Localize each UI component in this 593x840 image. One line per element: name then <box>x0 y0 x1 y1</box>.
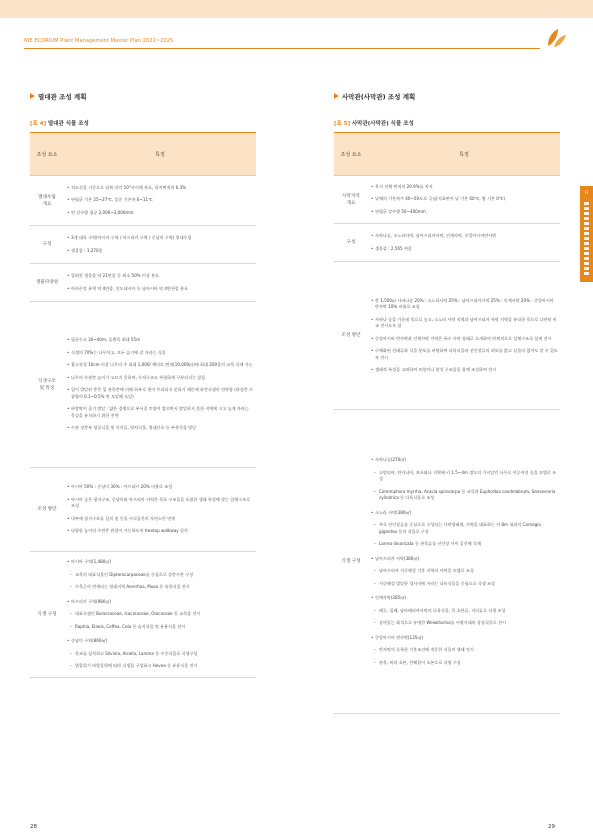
table-number: [표 5] <box>334 121 351 127</box>
bullet-item: • 구체화된 선태류와 식물 분포를 바탕하여 다육식물과 선인장류의 외모를 밝고 실물의 없어도 알 수 있도록 전시 <box>371 348 558 361</box>
table-number: [표 4] <box>30 121 47 127</box>
bullet-item: • 아시아 숲은 평지구조, 중남미와 아프리카 지역은 목포 구조물을 포함한 생태 특성에 맞는 입체구조로 조성 <box>67 497 254 510</box>
bullet-item: • 중앙아시아 반사막과 인계사막 지역은 특수 사막 형태로 소개하며 단계적으로 입체구조로 설계 전시 <box>371 336 558 343</box>
bullet-item: • 흉고직경 10cm 이상 나무의 수 최대 1,000/ 헥타르 면적(10,000㎡)에 최대 200종의 교목 식재 가능 <box>67 362 254 369</box>
bullet-item: • 생물종 : 2,565 여종 <box>371 246 558 253</box>
bullet-item: • 연평균 기온 25~27℃, 일준 기온차 6~11℃ <box>67 197 254 204</box>
bullet-item: • 3개 대륙 구역(아시아 구역 / 아프리카 구역 / 중남미 구역) 열대우림 <box>67 235 254 242</box>
bullet-item: • 총 1,500㎡ 사바나숲 20% : 소노라사막 25% : 남아프리카사막 25% : 인계사막 20% : 중앙아시아 반사막 10% 비율로 조성 <box>371 298 558 311</box>
table-header <box>334 133 560 176</box>
table-name: 사막관(사막관) 식물 조성 <box>351 121 414 127</box>
sub-item: – 살아있는 화석으로 유명한 Welwitschia를 이영지대의 상징식물로 전시 <box>371 620 558 627</box>
sub-item: – 페루, 칠레, 남아메리카사막의 다육식물, 콕 초본류, 지의류로 식생 조성 <box>371 608 558 615</box>
col-header-element: 조성 요소 <box>36 151 58 158</box>
bullet-item: • 아시아 구역(1,480㎡) <box>67 559 254 566</box>
bullet-item: • 사바나숲(270㎡) <box>371 457 558 464</box>
bullet-item: • 적도선을 기준으로 남북 각각 10°사이에 분포, 육지면적의 6.3% <box>67 185 254 192</box>
bullet-item: • 바람막이 줄기 발달 : 얇은 경쟁으로 부서질 토양이 얕으면서 발달하지 못한 지역에 크고 높게 자라는 목질을 유지하기 위한 전략 <box>67 406 254 419</box>
bullet-item: • 아마존강 유역 약 4만종, 인도네시아 등 남아시아 약 4만천종 분포 <box>67 286 254 293</box>
table-row <box>30 302 256 468</box>
row-label: 식생 구성 <box>341 559 361 564</box>
sub-item: – 멸종위기 바람물원에 따라 식생을 구성하고 Hevea 등 유용식물 전시 <box>67 663 254 670</box>
bullet-item: • 내부에 평지구조를 설치 및 동물 서식공간의 자연스런 연계 <box>67 516 254 523</box>
sub-item: – Raphia, Elaeis, Coffea, Cola 등 습지식물 및 유용식물 전시 <box>67 624 254 631</box>
table-header <box>30 133 256 176</box>
row-content <box>64 552 256 677</box>
sub-item: – Larrea divaricata 등 관목류를 선인장 사이 공간에 식재 <box>371 541 558 548</box>
chapter-tab <box>580 186 593 282</box>
bullet-item: • 알려진 생물종 약 21만종 중 최소 50% 이상 분포 <box>67 273 254 280</box>
table-row <box>30 264 256 302</box>
sub-item: – 관목, 버과 초본, 한해살이 초본으로 식생 구성 <box>371 660 558 667</box>
section-title: 열대관 조성 계획 <box>30 92 86 101</box>
row-content <box>368 224 560 261</box>
row-label: 열대우림 개요 <box>38 194 56 207</box>
table-row <box>30 176 256 226</box>
sub-item: – 남아프리카 지중해성 기후 지역의 사막을 모델로 조성 <box>371 568 558 575</box>
bullet-item: • 육지 전체 면적의 20.9%를 차지 <box>371 184 558 191</box>
sub-item: – 수목군의 연계되는 열대지역 Averrhoa, Musa 등 유용식물 전시 <box>67 584 254 591</box>
desert-table <box>334 132 560 714</box>
chapter-tab-text <box>584 202 589 276</box>
row-content <box>64 176 256 225</box>
row-content <box>64 226 256 263</box>
row-content <box>368 262 560 409</box>
bullet-item: • 사바나 숲을 가운데 목으로 놓고, 소노라 사막 지역과 남아프리카 사막 지역을 유리한 목으로 나란히 비교 전시도록 함 <box>371 317 558 330</box>
bullet-item: • 나무의 수관층 높이가 고르지 못하여, 수직구조도 뚜렷하게 구분되지는 않음 <box>67 375 254 382</box>
bullet-item: • 중앙아시아 반사막(135㎡) <box>371 635 558 642</box>
chapter-number: II <box>585 190 588 196</box>
table-row <box>30 552 256 678</box>
row-label: 생물다양성 <box>35 280 59 285</box>
sub-item: – 반사막의 독특한 기후조건에 적응한 식물의 생태 전시 <box>371 647 558 654</box>
table-caption <box>30 119 89 127</box>
row-label: 구성 <box>42 242 52 247</box>
table-row <box>334 410 560 714</box>
row-content <box>368 410 560 713</box>
table-row <box>334 224 560 262</box>
row-label: 식생구조 및 특징 <box>38 378 56 391</box>
sub-item: – 목조를 설치하고 Silvinia, Alcella, Lamma 등 수중식물로 식생구성 <box>67 651 254 658</box>
table-caption <box>334 119 414 127</box>
bullet-item: • 식생의 70%는 나무이고, 모두 습기에 잘 자라는 식물 <box>67 350 254 357</box>
bullet-item: • 낮에의 기온차가 40~50도로 극심(지표면이 낮 기온 60℃, 밤 기온 0℃) <box>371 196 558 203</box>
sub-item: – 소말리아, 탄자니아, 보츠와나 지역에 키 1.5~4m 정도의 가시달린 나무로 이루어진 숲을 모델로 조성 <box>371 470 558 483</box>
header-rule <box>24 48 540 49</box>
bullet-item: • 소노라 사막(380㎡) <box>371 510 558 517</box>
bullet-item: • 사바나숲, 소노라사막, 남아프리카사막, 인계사막, 중앙아시아반사막 <box>371 233 558 240</box>
row-content <box>64 468 256 551</box>
bullet-item: • 생태적 특성을 고려하여 토양이나 암석 구조물을 함께 조성하여 전시 <box>371 367 558 374</box>
col-header-element: 조성 요소 <box>340 151 362 158</box>
row-label: 조성 방안 <box>341 333 361 338</box>
row-content <box>64 302 256 467</box>
page-number: 29 <box>548 824 555 830</box>
row-label: 조성 방안 <box>37 507 57 512</box>
row-content <box>368 176 560 223</box>
table-name: 열대관 식물 조성 <box>47 121 89 127</box>
row-label: 구성 <box>346 240 356 245</box>
bullet-item: • 수관 상층부 덩굴식물 및 이끼류, 양치식물, 열대난초 등 부착식물 발달 <box>67 425 254 432</box>
bullet-item: • 일이 발달된 층은 잎 관목층에 의해 하부로 빛이 투과되지 못하기 때문에 하층식생이 빈약함 (하성층 수광량의 0.1~0.5% 만 도달해 도달) <box>67 387 254 400</box>
bullet-item: • 아시아 50% : 중남미 30% : 아프리카 20% 비율로 조성 <box>67 484 254 491</box>
bullet-item: • 중남미 구역(860㎡) <box>67 638 254 645</box>
leaf-logo-icon <box>544 26 568 50</box>
sub-item: – 주로 선인장류를 중심으로 구성되는 사막생태계, 지역을 대표하는 키 8m 내외의 Carnegia gigantea 등의 식물로 구성 <box>371 522 558 535</box>
bullet-item: • 연 강수량 평균 2,000~3,000mm <box>67 210 254 217</box>
row-content <box>64 264 256 301</box>
tropical-table <box>30 132 256 678</box>
bullet-item: • 연평균 강수량 50~400mm <box>371 209 558 216</box>
table-row <box>334 176 560 224</box>
row-label: 식생 구성 <box>37 612 57 617</box>
col-header-feature: 특징 <box>155 151 165 158</box>
page-number: 28 <box>30 824 37 830</box>
bullet-item: • 남아프리카 사막(380㎡) <box>371 556 558 563</box>
col-header-feature: 특징 <box>459 151 469 158</box>
row-label: 사막지역 개요 <box>342 193 360 206</box>
bullet-item: • 다양한 높이의 수관층 관찰이 가능하도록 treetop walkway 설치 <box>67 528 254 535</box>
bullet-item: • 평균수고 30~40m, 돌출목 최대 55m <box>67 337 254 344</box>
section-title: 사막관(사막관) 조성 계획 <box>334 92 415 101</box>
table-body <box>30 176 256 678</box>
sub-item: – 교목의 대표식물인 Dipterocarpaceae를 중심으로 상층수관 구성 <box>67 572 254 579</box>
table-body <box>334 176 560 714</box>
sub-item: – 대표식생인 Burseraceae, Icacinaceae, Olacaceae 등 교목종 전시 <box>67 611 254 618</box>
sub-item: – 지중해성 발달한 경사지에 자라는 다육식물을 중심으로 식생 조성 <box>371 581 558 588</box>
top-band <box>0 0 593 18</box>
bullet-item: • 아프리카 구역(980㎡) <box>67 599 254 606</box>
running-header: NIE ECORIUM Plant Management Master Plan 2021~2025 <box>24 38 174 44</box>
table-row <box>30 468 256 552</box>
table-row <box>334 262 560 410</box>
bullet-item: • 인계사막(285㎡) <box>371 595 558 602</box>
bullet-item: • 생물종 : 1,270종 <box>67 248 254 255</box>
sub-item: – Commiphora myrrha, Acacia spirocarpa 등 교목과 Euphorbia candelabrum, Sansevieria cylindrica 등 다육식물로 조성 <box>371 489 558 502</box>
table-row <box>30 226 256 264</box>
